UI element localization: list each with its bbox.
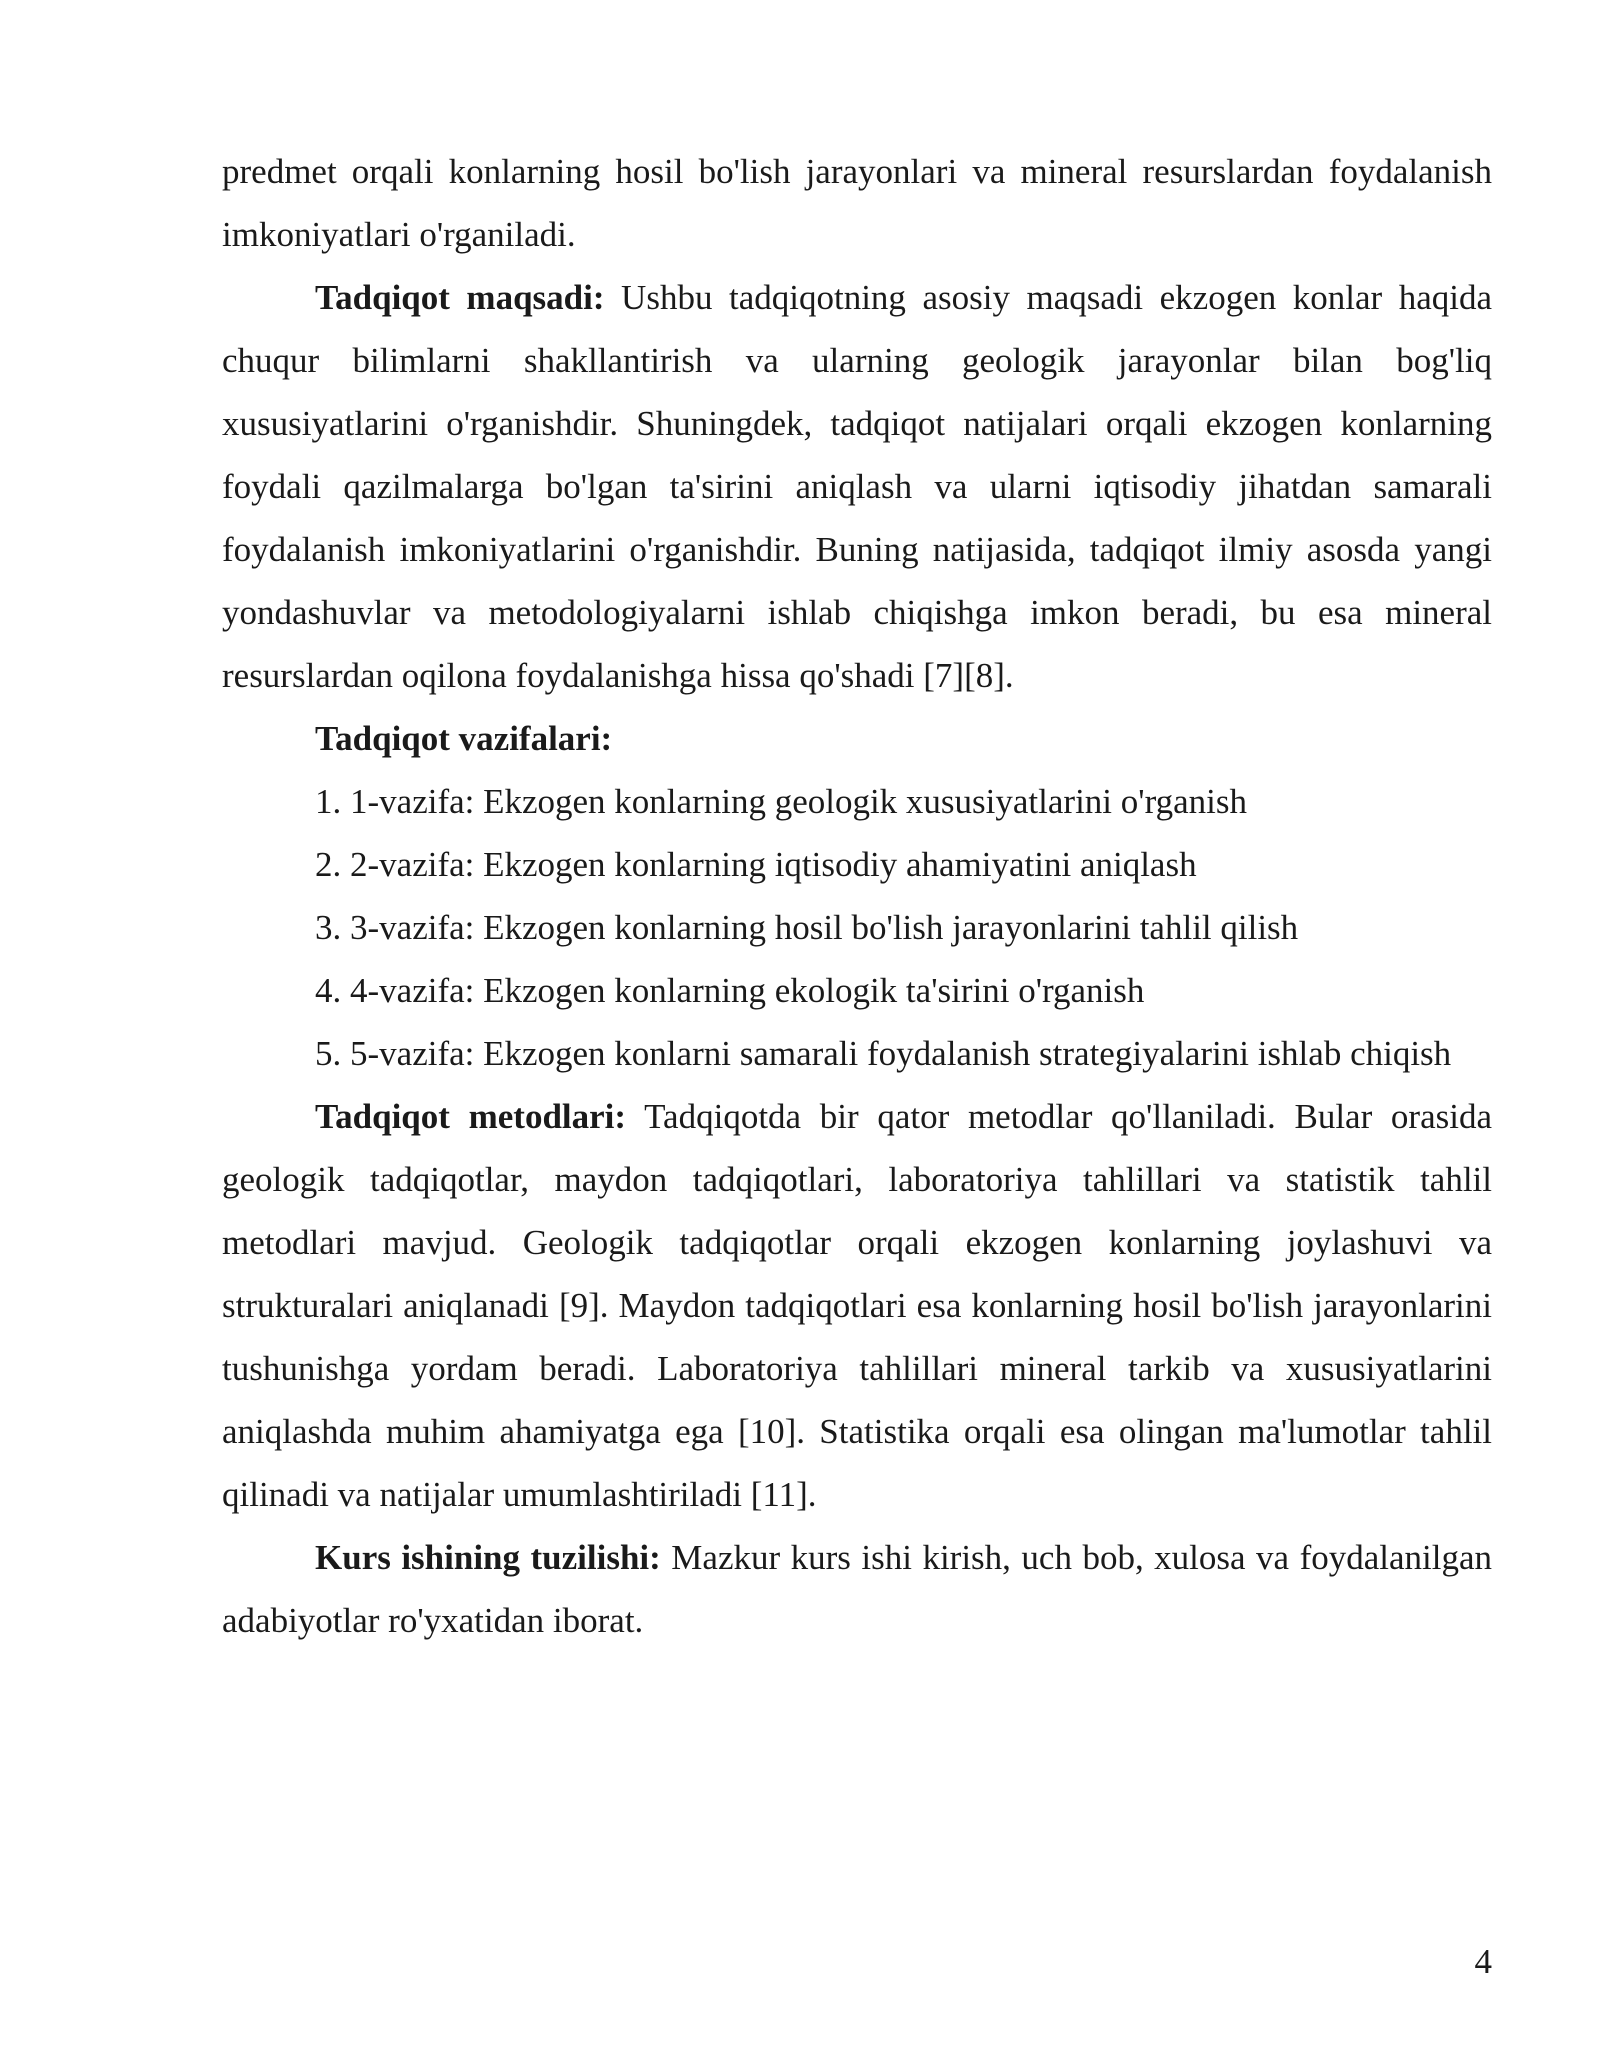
research-tasks-list xyxy=(222,770,1492,1085)
work-structure-text: Mazkur kurs ishi kirish, uch bob, xulosa va foydalanilgan adabiyotlar ro'yxatidan iborat. xyxy=(222,1538,1493,1640)
research-goal-paragraph xyxy=(222,266,1492,707)
task-item-2: 2. 2-vazifa: Ekzogen konlarning iqtisodiy ahamiyatini aniqlash xyxy=(315,845,1197,884)
work-structure-label: Kurs ishining tuzilishi: xyxy=(315,1538,661,1577)
intro-continuation-paragraph: predmet orqali konlarning hosil bo'lish jarayonlari va mineral resurslardan foydalanish imkoniyatlari o'rganiladi. xyxy=(222,152,1492,254)
research-methods-text: Tadqiqotda bir qator metodlar qo'llaniladi. Bular orasida geologik tadqiqotlar, maydon tadqiqotlari, laboratoriya tahlillari va statistik tahlil metodlari mavjud. Geologik tadqiqotlar orqali ekzogen konlarning joylashuvi va strukturalari aniqlanadi [9]. Maydon tadqiqotlari esa konlarning hosil bo'lish jarayonlarini tushunishga yordam beradi. Laboratoriya tahlillari mineral tarkib va xususiyatlarini aniqlashda muhim ahamiyatga ega [10]. Statistika orqali esa olingan ma'lumotlar tahlil qilinadi va natijalar umumlashtiriladi [11]. xyxy=(222,1097,1493,1514)
research-tasks-label: Tadqiqot vazifalari: xyxy=(315,719,613,758)
research-tasks-heading xyxy=(222,707,1492,770)
task-item-1: 1. 1-vazifa: Ekzogen konlarning geologik xususiyatlarini o'rganish xyxy=(315,782,1247,821)
work-structure-paragraph xyxy=(222,1526,1492,1652)
document-body xyxy=(222,140,1492,1652)
research-goal-label: Tadqiqot maqsadi: xyxy=(315,278,605,317)
research-methods-label: Tadqiqot metodlari: xyxy=(315,1097,627,1136)
task-item-3: 3. 3-vazifa: Ekzogen konlarning hosil bo'lish jarayonlarini tahlil qilish xyxy=(315,908,1299,947)
research-methods-paragraph xyxy=(222,1085,1492,1526)
task-item-5: 5. 5-vazifa: Ekzogen konlarni samarali foydalanish strategiyalarini ishlab chiqish xyxy=(315,1034,1452,1073)
research-goal-text: Ushbu tadqiqotning asosiy maqsadi ekzogen konlar haqida chuqur bilimlarni shakllantirish va ularning geologik jarayonlar bilan bog'liq xususiyatlarini o'rganishdir. Shuningdek, tadqiqot natijalari orqali ekzogen konlarning foydali qazilmalarga bo'lgan ta'sirini aniqlash va ularni iqtisodiy jihatdan samarali foydalanish imkoniyatlarini o'rganishdir. Buning natijasida, tadqiqot ilmiy asosda yangi yondashuvlar va metodologiyalarni ishlab chiqishga imkon beradi, bu esa mineral resurslardan oqilona foydalanishga hissa qo'shadi [7][8]. xyxy=(222,278,1492,695)
page-number: 4 xyxy=(1474,1942,1492,1981)
task-item-4: 4. 4-vazifa: Ekzogen konlarning ekologik ta'sirini o'rganish xyxy=(315,971,1145,1010)
